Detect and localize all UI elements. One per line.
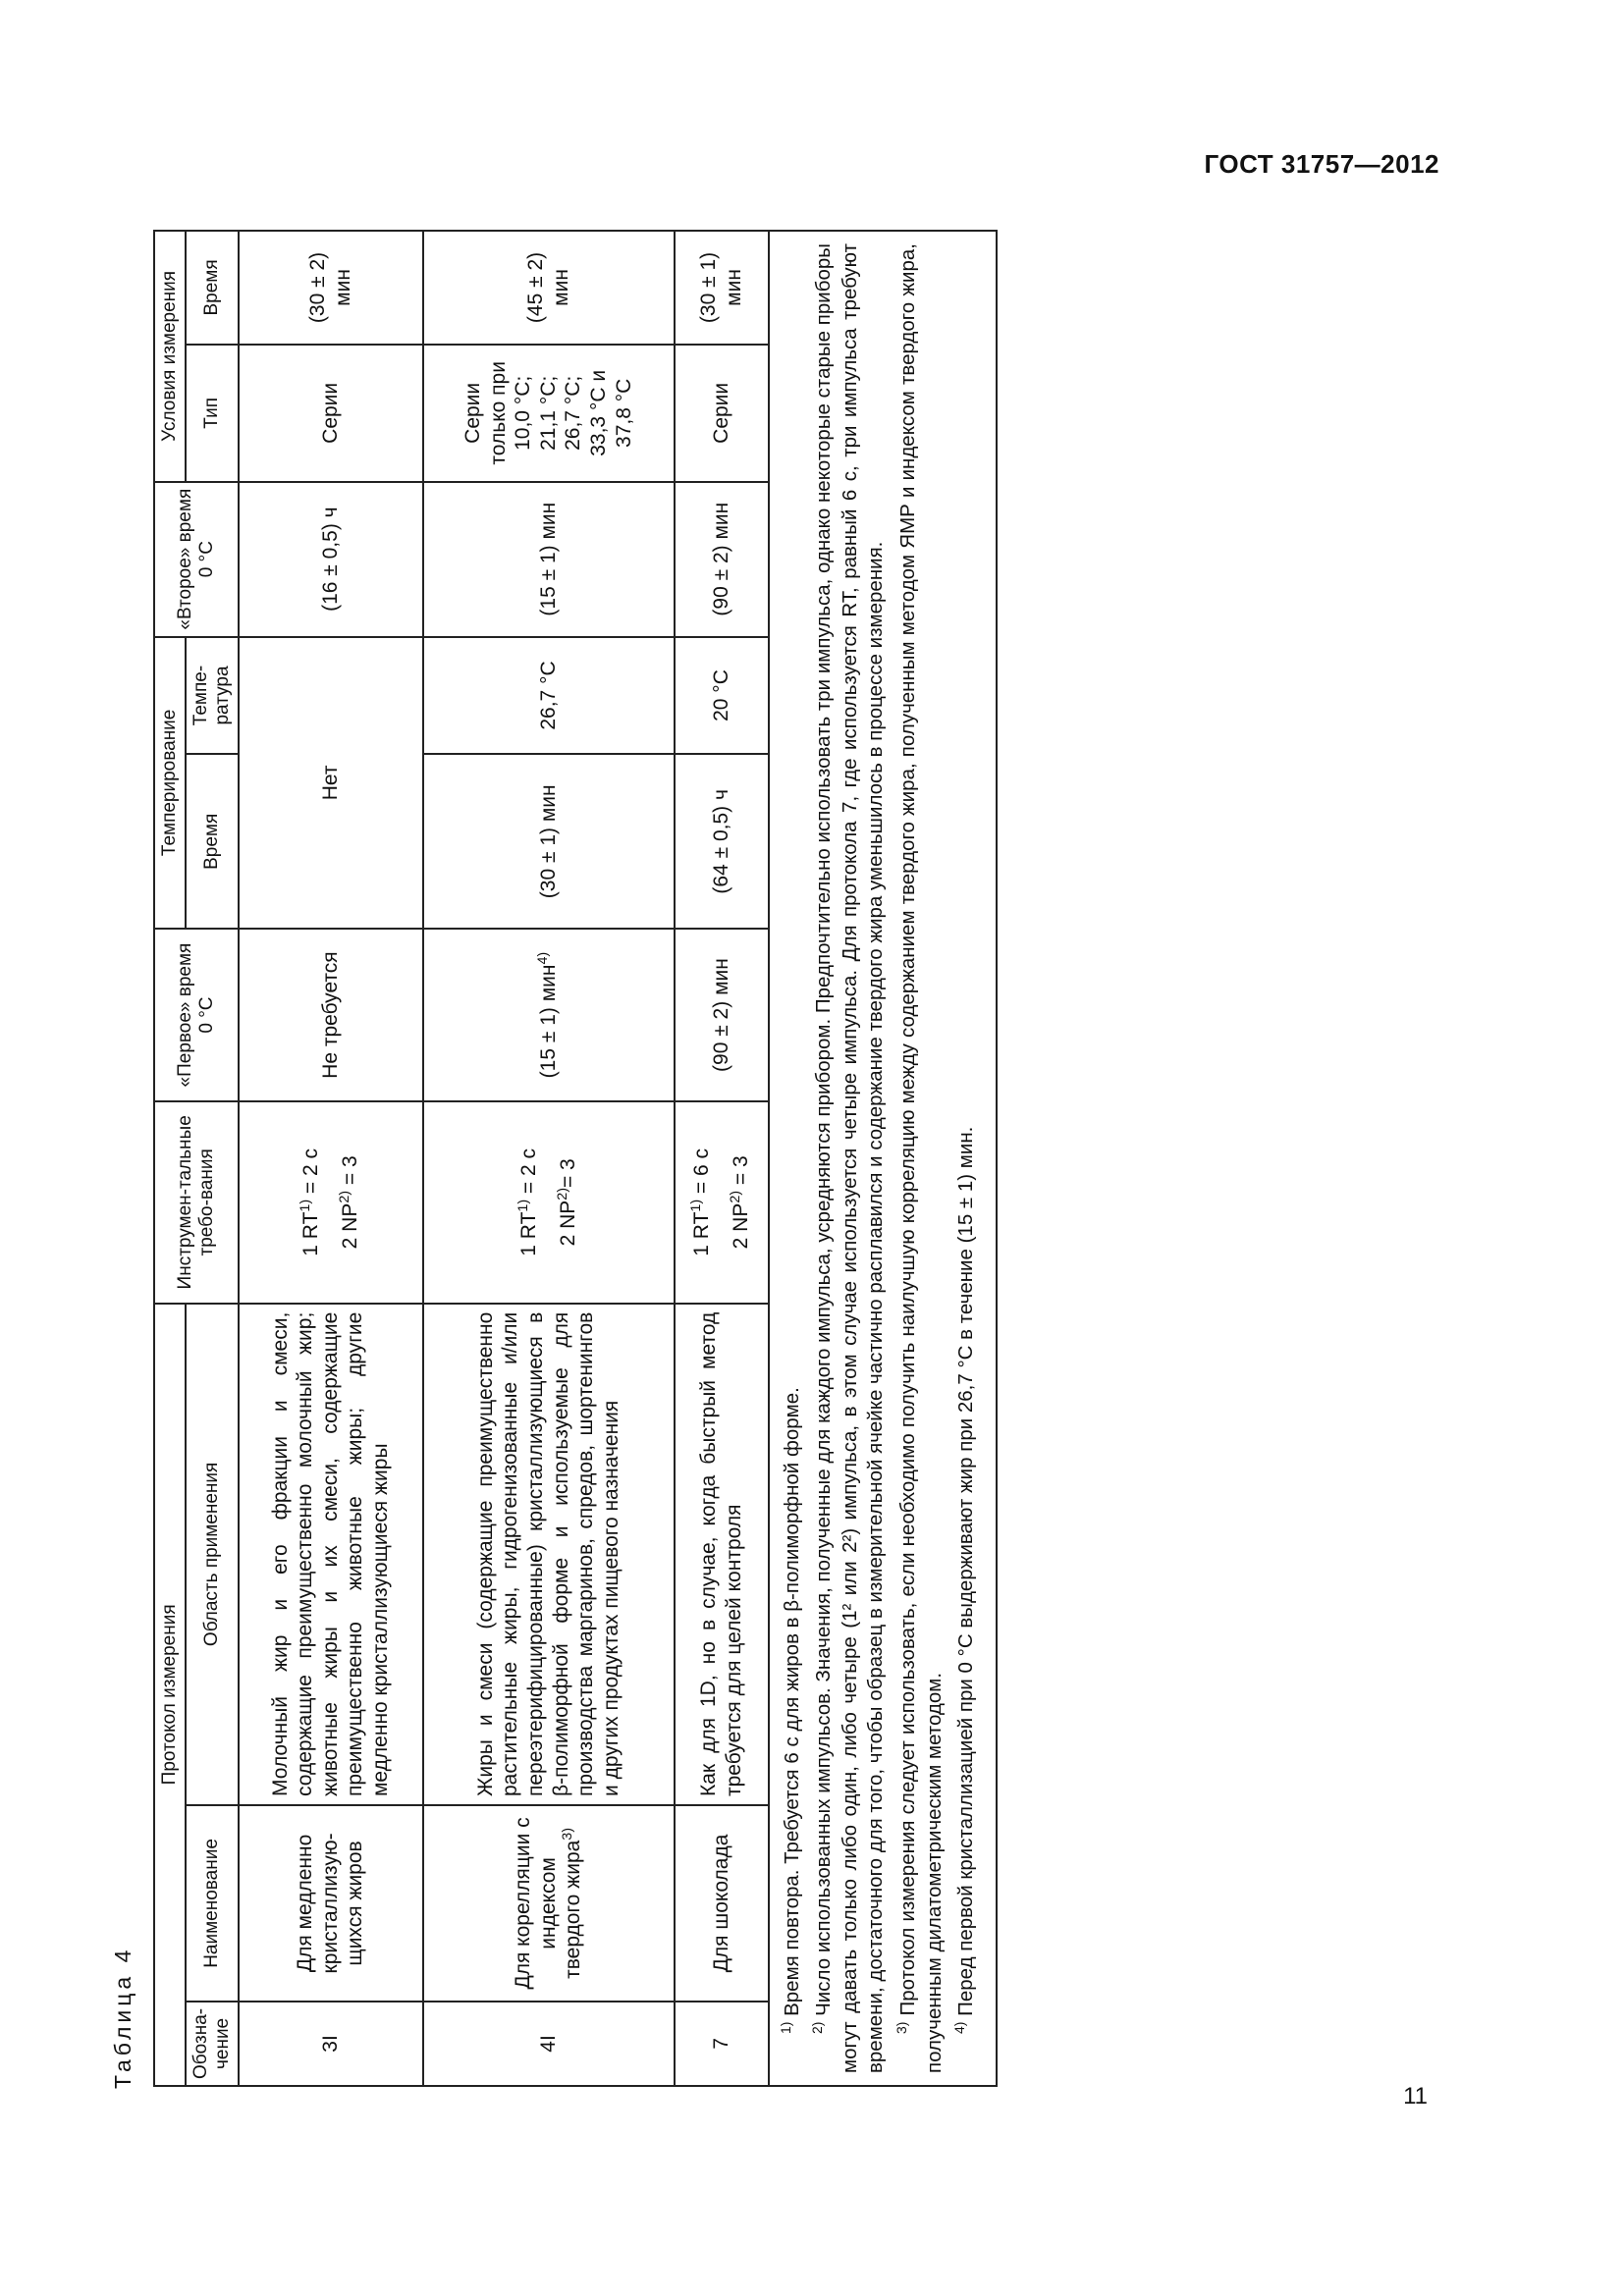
footnotes-row <box>769 231 997 2086</box>
page-number: 11 <box>1403 2083 1428 2109</box>
cell-temper-time: (30 ± 1) мин <box>423 754 675 929</box>
header-cond-time: Время <box>186 231 239 345</box>
cell-area: Молочный жир и его фракции и смеси, содержащие преимущественно молочный жир; животные жиры и их смеси, содержащие преимущественно животные жиры; другие медленно кристаллизующиеся жиры <box>239 1304 423 1805</box>
header-first-time: «Первое» время 0 °С <box>154 929 239 1101</box>
header-area: Область применения <box>186 1304 239 1805</box>
table-4 <box>153 230 998 2087</box>
cell-instrument: 1 $RT^{1)} = 6$ с 2 $NP^{2)} = 3$ <box>675 1101 769 1304</box>
cell-second-time: (90 ± 2) мин <box>675 482 769 637</box>
cell-designation: 4I <box>423 2002 675 2086</box>
cell-temper-temp: 20 °С <box>675 637 769 755</box>
cell-instrument: 1 $RT^{1)} = 2$ с 2 $NP^{2)} = 3$ <box>239 1101 423 1304</box>
cell-temper-time: (64 ± 0,5) ч <box>675 754 769 929</box>
cell-cond-time: (45 ± 2) мин <box>423 231 675 345</box>
header-designation: Обозна-чение <box>186 2002 239 2086</box>
rotated-table-block <box>110 126 1141 2089</box>
footnote: $^{1)}$ Время повтора. Требуется 6 с для жиров в β-полиморфной форме. <box>777 1387 803 2034</box>
footnote: $^{2)}$ Число использованных импульсов. Значения, полученные для каждого импульса, усредняются прибором. Предпочтительно использовать три импульса, однако некоторые старые приборы могут давать только либо один, либо четыре (1² или 2²) импульса, в этом случае используется четыре импульса. Для протокола 7, где используется RT, равный 6 с, три импульса требуют времени, достаточного для того, чтобы образец в измерительной ячейке частично расплавился и содержание твердого жира уменьшилось в процессе измерения. <box>809 243 888 2073</box>
header-cond-type: Тип <box>186 345 239 482</box>
cell-cond-type: Серии <box>675 345 769 482</box>
standard-header: ГОСТ 31757—2012 <box>1204 149 1439 179</box>
header-row-1 <box>154 231 186 2086</box>
cell-designation: 3I <box>239 2002 423 2086</box>
cell-cond-type: Серии только при 10,0 °С; 21,1 °С; 26,7 °С; 33,3 °С и 37,8 °С <box>423 345 675 482</box>
cell-second-time: (15 ± 1) мин <box>423 482 675 637</box>
cell-tempering: Нет <box>239 637 423 930</box>
header-conditions: Условия измерения <box>154 231 186 482</box>
cell-first-time: (15 ± 1) мин$^{4)}$ <box>423 929 675 1101</box>
table-caption: Таблица 4 <box>110 1946 135 2089</box>
cell-first-time: Не требуется <box>239 929 423 1101</box>
cell-name: Для медленно кристаллизую-щихся жиров <box>239 1805 423 2002</box>
cell-temper-temp: 26,7 °С <box>423 637 675 755</box>
footnote: $^{3)}$ Протокол измерения следует использовать, если необходимо получить наилучшую корреляцию между содержанием твердого жира, полученным методом ЯМР и индексом твердого жира, полученным дилатометрическим методом. <box>893 243 946 2073</box>
cell-name: Для корелляции с индексом твердого жира$^{3)}$ <box>423 1805 675 2002</box>
cell-designation: 7 <box>675 2002 769 2086</box>
cell-cond-time: (30 ± 2) мин <box>239 231 423 345</box>
header-temper-time: Время <box>186 754 239 929</box>
cell-instrument: 1 $RT^{1)} = 2$ с 2 $NP^{2)}= 3$ <box>423 1101 675 1304</box>
cell-name: Для шоколада <box>675 1805 769 2002</box>
table-row <box>423 231 675 2086</box>
header-protocol: Протокол измерения <box>154 1304 186 2086</box>
cell-cond-time: (30 ± 1) мин <box>675 231 769 345</box>
cell-first-time: (90 ± 2) мин <box>675 929 769 1101</box>
cell-second-time: (16 ± 0,5) ч <box>239 482 423 637</box>
footnote: $^{4)}$ Перед первой кристаллизацией при 0 °С выдерживают жир при 26,7 °С в течение (15 ± 1) мин. <box>951 1126 978 2034</box>
cell-area: Как для 1D, но в случае, когда быстрый метод требуется для целей контроля <box>675 1304 769 1805</box>
table-row <box>675 231 769 2086</box>
cell-area: Жиры и смеси (содержащие преимущественно растительные жиры, гидрогенизованные и/или переэтерифицированные) кристаллизующиеся в β-полиморфной форме и используемые для производства маргаринов, спредов, шортенингов и других продуктах пищевого назначения <box>423 1304 675 1805</box>
header-name: Наименование <box>186 1805 239 2002</box>
header-temper-temp: Темпе-ратура <box>186 637 239 755</box>
header-tempering: Темперирование <box>154 637 186 930</box>
table-row <box>239 231 423 2086</box>
cell-cond-type: Серии <box>239 345 423 482</box>
header-instrument: Инструмен-тальные требо-вания <box>154 1101 239 1304</box>
footnotes-cell <box>769 231 997 2086</box>
header-second-time: «Второе» время 0 °С <box>154 482 239 637</box>
